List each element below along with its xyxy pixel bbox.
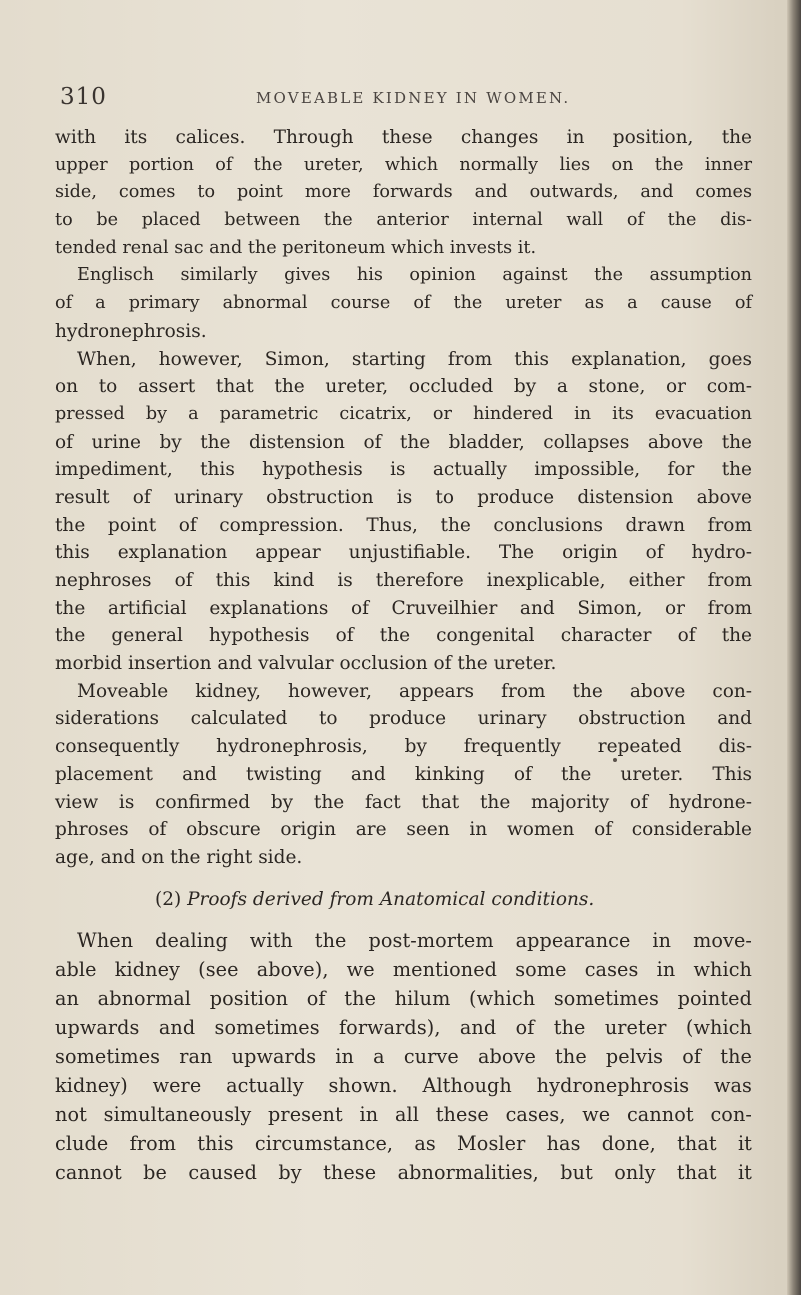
text-line: with its calices. Through these changes in position, the — [55, 127, 752, 148]
text-line: pressed by a parametric cicatrix, or hindered in its evacuation — [55, 403, 752, 424]
text-line: not simultaneously present in all these cases, we cannot con- — [55, 1102, 752, 1126]
text-line: tended renal sac and the peritoneum which invests it. — [55, 237, 537, 258]
text-line: consequently hydronephrosis, by frequently repeated dis- — [55, 736, 752, 758]
text-line: phroses of obscure origin are seen in women of considerable — [55, 819, 752, 841]
text-line: of a primary abnormal course of the ureter as a cause of — [55, 293, 752, 314]
body-text — [55, 124, 752, 1187]
text-line: this explanation appear unjustifiable. The origin of hydro- — [55, 542, 752, 564]
text-line: an abnormal position of the hilum (which sometimes pointed — [55, 986, 752, 1010]
text-line: sometimes ran upwards in a curve above the pelvis of the — [55, 1044, 752, 1068]
text-line: hydronephrosis. — [55, 320, 207, 342]
text-line: When, however, Simon, starting from this explanation, goes — [77, 348, 752, 370]
text-line: cannot be caused by these abnormalities, but only that it — [55, 1160, 752, 1184]
subheading-title: Proofs derived from Anatomical conditions. — [187, 888, 595, 910]
page-binding-edge — [787, 0, 801, 1295]
text-line: Englisch similarly gives his opinion against the assumption — [77, 265, 752, 286]
text-line: upper portion of the ureter, which normally lies on the inner — [55, 154, 752, 175]
text-line: the artificial explanations of Cruveilhier and Simon, or from — [55, 597, 752, 619]
text-line: able kidney (see above), we mentioned some cases in which — [55, 957, 752, 981]
text-line: siderations calculated to produce urinary obstruction and — [55, 708, 752, 730]
text-line: on to assert that the ureter, occluded by a stone, or com- — [55, 376, 752, 398]
text-line: clude from this circumstance, as Mosler has done, that it — [55, 1131, 752, 1155]
text-line: age, and on the right side. — [55, 846, 303, 868]
text-line: to be placed between the anterior internal wall of the dis- — [55, 210, 752, 231]
text-block-after-subheading — [55, 926, 752, 1187]
running-title: MOVEABLE KIDNEY IN WOMEN. — [256, 89, 571, 107]
text-line: morbid insertion and valvular occlusion of the ureter. — [55, 653, 557, 675]
text-line: nephroses of this kind is therefore inexplicable, either from — [55, 570, 752, 591]
margin-mark — [613, 758, 617, 762]
running-header — [60, 84, 760, 114]
text-line: view is confirmed by the fact that the majority of hydrone- — [55, 791, 752, 813]
text-line: side, comes to point more forwards and outwards, and comes — [55, 182, 752, 203]
text-line: Moveable kidney, however, appears from the above con- — [77, 680, 752, 702]
page-number: 310 — [60, 84, 107, 110]
text-line: impediment, this hypothesis is actually impossible, for the — [55, 459, 752, 481]
section-subheading — [55, 882, 752, 918]
text-block-before-subheading — [55, 124, 752, 872]
subheading-number: (2) — [155, 888, 182, 910]
text-line: placement and twisting and kinking of the ureter. This — [55, 763, 752, 785]
text-line: kidney) were actually shown. Although hydronephrosis was — [55, 1073, 752, 1097]
text-line: upwards and sometimes forwards), and of the ureter (which — [55, 1015, 752, 1039]
text-line: of urine by the distension of the bladder, collapses above the — [55, 431, 752, 453]
text-line: result of urinary obstruction is to produce distension above — [55, 486, 752, 508]
text-line: When dealing with the post-mortem appearance in move- — [77, 928, 752, 952]
text-line: the general hypothesis of the congenital character of the — [55, 625, 752, 647]
text-line: the point of compression. Thus, the conclusions drawn from — [55, 514, 752, 536]
